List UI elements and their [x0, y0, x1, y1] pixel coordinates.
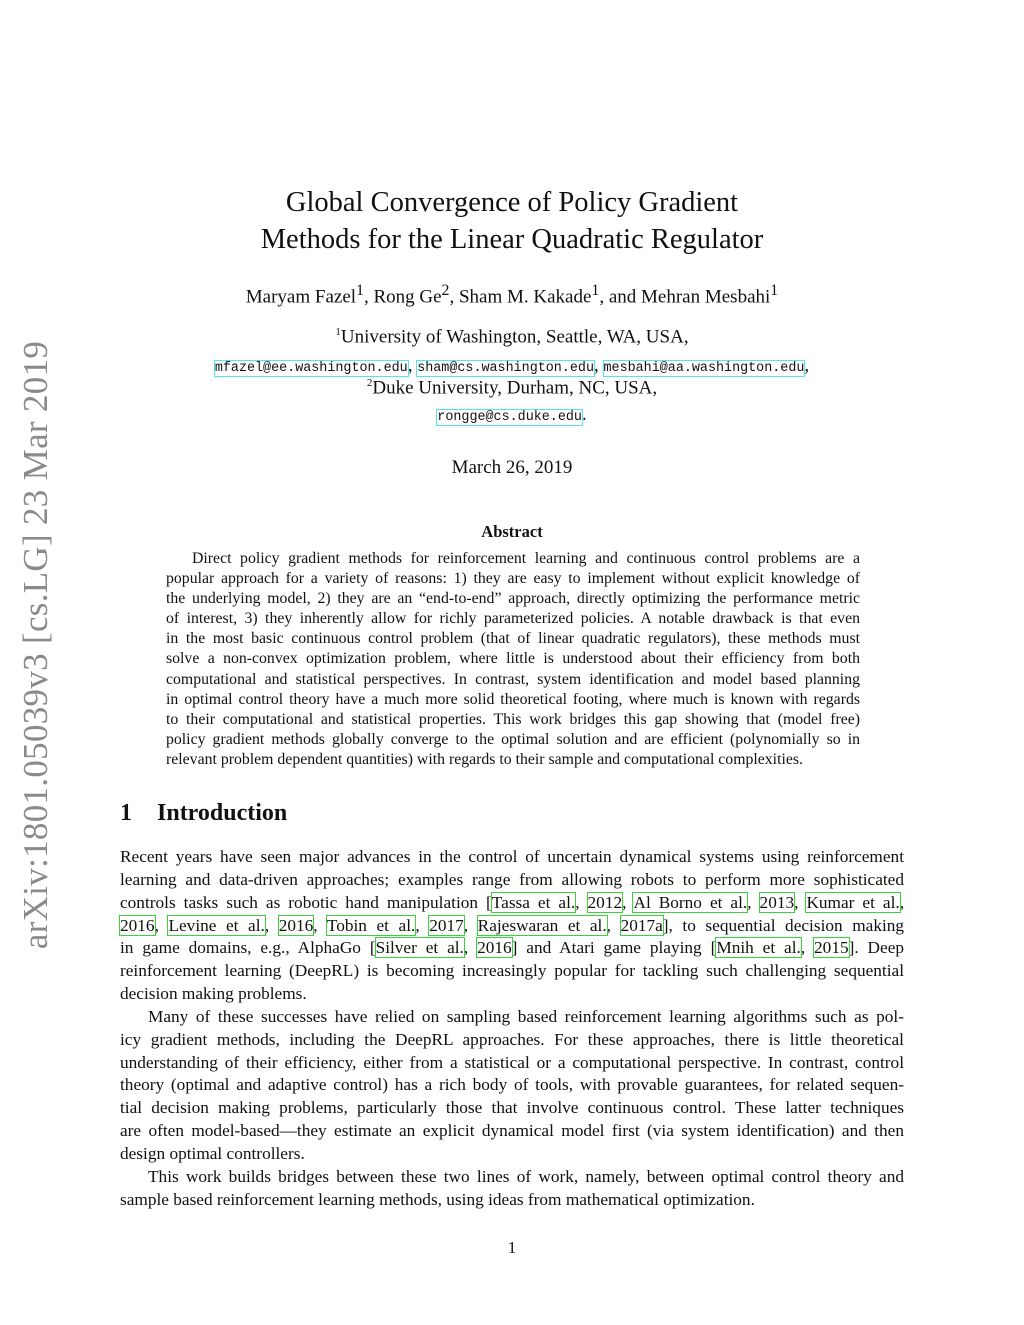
abstract-line: policy gradient methods globally converge to the optimal solution and are efficient (polynomially so in	[166, 730, 860, 748]
separator: ,	[449, 286, 459, 308]
body-line: theory (optimal and adaptive control) has a rich body of tools, with provable guarantees, for related sequen-	[120, 1075, 904, 1095]
affiliation-duke	[0, 377, 1024, 399]
abstract-line: in the most basic continuous control problem (that of linear quadratic regulators), these methods must	[166, 630, 860, 648]
citation-link[interactable]: 2013	[759, 892, 795, 912]
body-line: decision making problems.	[120, 984, 307, 1004]
citation-link[interactable]: 2016	[278, 915, 314, 935]
author-affiliation-mark: 1	[591, 282, 600, 299]
abstract-line: the underlying model, 2) they are an “end-to-end” approach, directly optimizing the performance metric	[166, 590, 860, 608]
citation-link[interactable]: 2012	[587, 892, 623, 912]
text: ], to sequential decision making	[662, 915, 905, 935]
email-link[interactable]: mfazel@ee.washington.edu	[214, 361, 408, 376]
affiliation-uw	[0, 326, 1024, 348]
body-line: Many of these successes have relied on sampling based reinforcement learning algorithms such as pol-	[148, 1006, 904, 1026]
citation-link[interactable]: 2015	[814, 938, 849, 958]
text: in game domains, e.g., AlphaGo [	[120, 938, 376, 958]
citation-link[interactable]: Al Borno et al.	[633, 892, 748, 912]
body-line: sample based reinforcement learning methods, using ideas from mathematical optimization.	[120, 1189, 755, 1209]
citation-link[interactable]: 2017	[429, 915, 464, 935]
abstract-line: to their computational and statistical properties. This work bridges this gap showing that (model free)	[166, 710, 860, 728]
body-line: controls tasks such as robotic hand manipulation [Tassa et al., 2012, Al Borno et al., 2013, Kumar et al.,	[120, 892, 905, 912]
title-line-1: Global Convergence of Policy Gradient	[285, 187, 739, 218]
text: ]. Deep	[848, 938, 905, 958]
body-line: icy gradient methods, including the DeepRL approaches. For these approaches, there is little theoretical	[120, 1029, 904, 1049]
email-link[interactable]: rongge@cs.duke.edu	[437, 410, 582, 425]
body-line: This work builds bridges between these two lines of work, namely, between optimal control theory and	[148, 1166, 904, 1186]
citation-link[interactable]: Tassa et al.	[491, 892, 576, 912]
body-line: are often model-based—they estimate an explicit dynamical model first (via system identification) and then	[120, 1121, 904, 1141]
body-line: learning and data-driven approaches; examples range from allowing robots to perform more sophisticated	[120, 869, 904, 889]
affiliation-text: University of Washington, Seattle, WA, USA,	[340, 326, 689, 348]
separator: ,	[363, 286, 374, 308]
text: controls tasks such as robotic hand manipulation [	[120, 892, 492, 912]
body-line: Recent years have seen major advances in the control of uncertain dynamical systems using reinforcement	[120, 847, 904, 866]
body-line: 2016, Levine et al., 2016, Tobin et al., 2017, Rajeswaran et al., 2017a], to sequential decision making	[120, 915, 905, 935]
author-name: Rong Ge	[373, 286, 442, 308]
section-number: 1	[120, 800, 132, 826]
title-line-2: Methods for the Linear Quadratic Regulator	[260, 224, 764, 255]
body-line: in game domains, e.g., AlphaGo [Silver et al., 2016] and Atari game playing [Mnih et al., 2015]. Deep	[120, 938, 905, 958]
paper-title	[0, 184, 1024, 258]
abstract-heading: Abstract	[481, 522, 543, 541]
abstract-line: popular approach for a variety of reasons: 1) they are easy to implement without explicit knowledge of	[166, 570, 860, 588]
author-name: Sham M. Kakade	[458, 286, 592, 308]
body-line: tial decision making problems, particularly those that involve continuous control. These latter techniques	[120, 1098, 904, 1118]
abstract-line: solve a non-convex optimization problem, where little is understood about their efficiency from both	[166, 650, 860, 668]
author-name: Mehran Mesbahi	[641, 286, 771, 308]
section-heading-introduction	[120, 800, 287, 827]
author-affiliation-mark: 2	[441, 282, 450, 299]
citation-link[interactable]: 2016	[120, 915, 155, 935]
citation-link[interactable]: Silver et al.	[375, 938, 464, 958]
citation-link[interactable]: Kumar et al.	[806, 892, 900, 912]
arxiv-identifier: arXiv:1801.05039v3 [cs.LG] 23 Mar 2019	[16, 340, 55, 950]
separator: , and	[599, 286, 642, 308]
abstract-body	[166, 549, 860, 770]
citation-link[interactable]: 2016	[477, 938, 512, 958]
abstract-line: computational and statistical perspectives. In contrast, system identification and model based planning	[166, 670, 860, 688]
citation-link[interactable]: Levine et al.	[168, 915, 265, 935]
paper-date: March 26, 2019	[451, 457, 573, 478]
body-line: reinforcement learning (DeepRL) is becoming increasingly popular for tackling such challenging sequential	[120, 961, 904, 981]
email-list-duke: rongge@cs.duke.edu.	[437, 404, 587, 425]
email-link[interactable]: sham@cs.washington.edu	[417, 361, 594, 376]
introduction-body	[120, 846, 904, 1212]
email-list-uw: mfazel@ee.washington.edu, sham@cs.washington.edu, mesbahi@aa.washington.edu,	[214, 355, 810, 376]
section-title: Introduction	[157, 800, 288, 826]
affiliation-mark: 2	[366, 377, 373, 389]
page-number: 1	[507, 1238, 517, 1257]
citation-link[interactable]: Rajeswaran et al.	[477, 915, 607, 935]
text: ] and Atari game playing [	[511, 938, 717, 958]
author-list	[0, 282, 1024, 308]
abstract-line: of interest, 3) they inherently allow for richly parameterized policies. A notable drawback is that even	[166, 610, 860, 628]
email-link[interactable]: mesbahi@aa.washington.edu	[603, 361, 805, 376]
citation-link[interactable]: Tobin et al.	[326, 915, 416, 935]
citation-link[interactable]: 2017a	[620, 915, 663, 935]
affiliation-text: Duke University, Durham, NC, USA,	[372, 377, 658, 399]
abstract-line: in optimal control theory have a much more solid theoretical footing, where much is known with regards	[166, 690, 860, 708]
abstract-line: relevant problem dependent quantities) with regards to their sample and computational complexities.	[166, 750, 803, 768]
affiliation-mark: 1	[335, 326, 341, 338]
author-affiliation-mark: 1	[770, 282, 779, 299]
author-name: Maryam Fazel	[245, 286, 357, 308]
citation-link[interactable]: Mnih et al.	[716, 938, 801, 958]
body-line: design optimal controllers.	[120, 1143, 305, 1163]
author-affiliation-mark: 1	[356, 282, 364, 299]
body-line: understanding of their efficiency, either from a statistical or a computational perspective. In contrast, control	[120, 1052, 904, 1072]
abstract-line: Direct policy gradient methods for reinforcement learning and continuous control problems are a	[192, 550, 860, 567]
